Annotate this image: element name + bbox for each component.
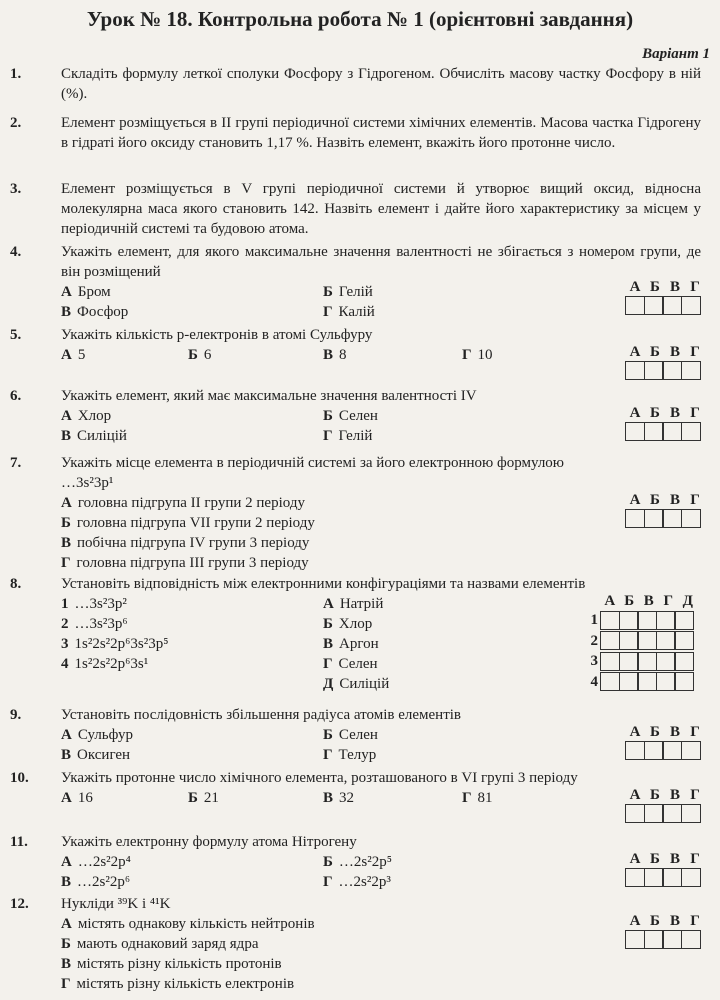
option-letter: Г [462, 790, 472, 806]
option-letter: А [323, 596, 334, 612]
grid-cell[interactable] [674, 672, 694, 691]
option-b [323, 725, 378, 745]
option-c [61, 533, 309, 553]
answer-box-d[interactable] [681, 509, 701, 528]
grid-cell[interactable] [600, 611, 620, 630]
option-letter: Г [323, 428, 333, 444]
answer-box-c[interactable] [662, 422, 682, 441]
option-c [61, 745, 130, 765]
answer-box-d[interactable] [681, 422, 701, 441]
option-letter: В [323, 636, 334, 652]
option-letter: В [323, 790, 334, 806]
question-number: 2. [10, 115, 22, 131]
option-text: …2s²2p⁴ [77, 854, 131, 870]
question-number: 1. [10, 66, 22, 82]
option-b [188, 345, 211, 365]
option-letter: А [61, 916, 72, 932]
option-text: головна підгрупа II групи 2 періоду [77, 495, 305, 511]
answer-box-b[interactable] [644, 930, 664, 949]
grid-cell[interactable] [619, 611, 639, 630]
answer-box-d[interactable] [681, 741, 701, 760]
answer-letter: В [669, 851, 680, 867]
option-a [61, 406, 111, 426]
option-letter: Г [462, 347, 472, 363]
question-number: 9. [10, 707, 22, 723]
option-text: містять різну кількість протонів [77, 956, 282, 972]
option-text: 16 [77, 790, 93, 806]
option-text: містять однакову кількість нейтронів [77, 916, 315, 932]
option-d [323, 302, 375, 322]
answer-letter: В [669, 344, 680, 360]
option-letter: В [61, 874, 72, 890]
option-text: 81 [477, 790, 493, 806]
answer-letter: В [669, 405, 680, 421]
answer-letter: Г [690, 344, 700, 360]
option-text: …2s²2p³ [338, 874, 391, 890]
grid-cell[interactable] [674, 611, 694, 630]
answer-letter: Г [690, 787, 700, 803]
option-a [61, 914, 315, 934]
option-text: Хлор [338, 616, 373, 632]
answer-letter: Б [650, 787, 660, 803]
question-number: 5. [10, 327, 22, 343]
option-text: містять різну кількість електронів [76, 976, 295, 992]
option-text: Селен [338, 408, 378, 424]
question-text: Укажіть протонне число хімічного елемента, розташованого в VI групі 3 періоду [61, 770, 578, 786]
answer-letter: А [629, 492, 641, 508]
option-letter: Б [323, 408, 333, 424]
option-letter: А [61, 408, 72, 424]
question-number: 3. [10, 181, 22, 197]
option-c [323, 345, 347, 365]
option-letter: Г [61, 976, 71, 992]
option-letter: Б [323, 727, 333, 743]
option-b [323, 406, 378, 426]
option-letter: А [61, 790, 72, 806]
option-letter: Д [323, 676, 334, 692]
question-number: 4. [10, 244, 22, 260]
option-text: Аргон [339, 636, 379, 652]
answer-letter: Б [650, 279, 660, 295]
answer-letter: Б [650, 913, 660, 929]
question-text: Установіть відповідність між електронними конфігураціями та назвами елементів [61, 576, 586, 592]
answer-box-d[interactable] [681, 296, 701, 315]
option-a [61, 282, 111, 302]
question-text: Складіть формулу леткої сполуки Фосфору з Гідрогеном. Обчисліть масову частку Фосфору в ній (%). [61, 66, 701, 102]
option-text: Бром [77, 284, 111, 300]
element-c [323, 634, 379, 654]
option-text: Сульфур [77, 727, 133, 743]
answer-grid [625, 491, 705, 528]
option-letter: В [61, 428, 72, 444]
option-text: Телур [338, 747, 377, 763]
config-text: …3s²3p² [74, 596, 127, 612]
answer-box-c[interactable] [662, 741, 682, 760]
answer-letter: А [629, 279, 641, 295]
option-letter: Б [323, 616, 333, 632]
config-1 [61, 594, 127, 614]
question-number: 11. [10, 834, 28, 850]
answer-box-b[interactable] [644, 361, 664, 380]
option-c [61, 302, 128, 322]
question-text: Установіть послідовність збільшення радіуса атомів елементів [61, 707, 462, 723]
answer-letter: А [629, 913, 641, 929]
grid-cell[interactable] [619, 631, 639, 650]
option-text: Гелій [338, 284, 373, 300]
option-letter: В [61, 956, 72, 972]
option-text: 10 [477, 347, 493, 363]
option-a [61, 493, 305, 513]
config-number: 4 [61, 656, 69, 672]
question-text: Елемент розміщується в V групі періодичної системи й утворює вищий оксид, відносна молекулярна маса якого становить 142. Назвіть елемент і дайте його характеристику за місцем у періодичній системі та будовою атома. [61, 181, 701, 237]
answer-box-c[interactable] [662, 296, 682, 315]
answer-letter: Г [690, 279, 700, 295]
option-letter: Б [323, 284, 333, 300]
answer-box-c[interactable] [662, 804, 682, 823]
option-text: Хлор [77, 408, 112, 424]
option-c [323, 788, 354, 808]
option-letter: Г [323, 304, 333, 320]
option-text: 5 [77, 347, 86, 363]
answer-letter: Г [690, 492, 700, 508]
answer-box-a[interactable] [625, 361, 645, 380]
answer-box-a[interactable] [625, 296, 645, 315]
answer-letter: Г [690, 724, 700, 740]
option-d [462, 788, 493, 808]
option-b [188, 788, 219, 808]
grid-cell[interactable] [637, 672, 657, 691]
option-letter: А [61, 284, 72, 300]
answer-box-c[interactable] [662, 868, 682, 887]
answer-box-c[interactable] [662, 361, 682, 380]
option-text: побічна підгрупа IV групи 3 періоду [77, 535, 310, 551]
option-text: мають однаковий заряд ядра [76, 936, 259, 952]
option-c [61, 426, 127, 446]
grid-cell[interactable] [619, 672, 639, 691]
question-text: Укажіть елемент, який має максимальне значення валентності IV [61, 388, 477, 404]
option-letter: Г [323, 874, 333, 890]
option-text: головна підгрупа VII групи 2 періоду [76, 515, 315, 531]
page-title: Урок № 18. Контрольна робота № 1 (орієнтовні завдання) [86, 7, 634, 31]
option-a [61, 345, 85, 365]
electron-formula: …3s²3p¹ [61, 475, 114, 491]
option-letter: Б [61, 515, 71, 531]
answer-letter: А [604, 593, 616, 609]
answer-box-b[interactable] [644, 804, 664, 823]
option-letter: А [61, 854, 72, 870]
answer-grid [625, 723, 705, 760]
answer-letter: Д [682, 593, 693, 609]
config-number: 2 [61, 616, 69, 632]
option-text: …2s²2p⁵ [338, 854, 392, 870]
answer-box-b[interactable] [644, 296, 664, 315]
grid-cell[interactable] [656, 611, 676, 630]
answer-letter: В [643, 593, 654, 609]
grid-cell[interactable] [600, 631, 620, 650]
question-number: 10. [10, 770, 29, 786]
variant-label: Варіант 1 [642, 46, 710, 62]
answer-box-d[interactable] [681, 868, 701, 887]
answer-letter: В [669, 913, 680, 929]
answer-box-d[interactable] [681, 361, 701, 380]
option-text: 32 [339, 790, 355, 806]
answer-grid [625, 912, 705, 949]
row-label: 2 [590, 632, 598, 649]
option-letter: Б [61, 936, 71, 952]
option-text: Калій [338, 304, 375, 320]
option-b [323, 282, 373, 302]
option-d [61, 974, 294, 994]
question-text: Укажіть кількість p-електронів в атомі Сульфуру [61, 327, 373, 343]
option-a [61, 852, 131, 872]
answer-box-a[interactable] [625, 930, 645, 949]
answer-letter: Г [690, 405, 700, 421]
option-text: Оксиген [77, 747, 131, 763]
option-c [61, 872, 130, 892]
option-letter: В [61, 747, 72, 763]
answer-grid [625, 343, 705, 380]
option-text: Фосфор [77, 304, 129, 320]
element-d [323, 654, 378, 674]
config-text: …3s²3p⁶ [74, 616, 128, 632]
row-label: 3 [590, 653, 598, 670]
answer-box-d[interactable] [681, 804, 701, 823]
answer-box-c[interactable] [662, 509, 682, 528]
grid-cell[interactable] [637, 611, 657, 630]
answer-box-a[interactable] [625, 804, 645, 823]
option-b [61, 934, 258, 954]
question-text: Елемент розміщується в II групі періодичної системи хімічних елементів. Масова частка Гідрогену в гідраті його оксиду становить 1,17 %. Назвіть елемент, вкажіть його протонне число. [61, 115, 701, 151]
option-letter: Г [61, 555, 71, 571]
option-text: 8 [339, 347, 347, 363]
answer-box-d[interactable] [681, 930, 701, 949]
answer-box-b[interactable] [644, 509, 664, 528]
option-d [323, 872, 391, 892]
answer-box-a[interactable] [625, 868, 645, 887]
option-d [323, 426, 372, 446]
answer-letter: В [669, 787, 680, 803]
grid-cell[interactable] [656, 672, 676, 691]
answer-letter: Б [650, 492, 660, 508]
option-text: 21 [203, 790, 219, 806]
option-text: 6 [203, 347, 212, 363]
option-letter: Г [323, 656, 333, 672]
config-3 [61, 634, 168, 654]
config-text: 1s²2s²2p⁶3s¹ [74, 656, 149, 672]
grid-cell[interactable] [637, 652, 657, 671]
config-number: 1 [61, 596, 69, 612]
config-number: 3 [61, 636, 69, 652]
grid-cell[interactable] [656, 652, 676, 671]
answer-letter: А [629, 724, 641, 740]
option-letter: Б [188, 790, 198, 806]
answer-letter: А [629, 405, 641, 421]
matching-grid [584, 592, 698, 692]
answer-grid [625, 850, 705, 887]
question-text: Укажіть елемент, для якого максимальне значення валентності не збігається з номером групи, де він розміщений [61, 244, 701, 280]
answer-letter: Г [690, 851, 700, 867]
option-text: …2s²2p⁶ [77, 874, 131, 890]
element-a [323, 594, 383, 614]
answer-letter: Г [663, 593, 674, 609]
answer-letter: Б [624, 593, 635, 609]
option-letter: А [61, 347, 72, 363]
question-number: 12. [10, 896, 29, 912]
element-e [323, 674, 389, 694]
grid-cell[interactable] [600, 672, 620, 691]
answer-box-b[interactable] [644, 741, 664, 760]
question-number: 6. [10, 388, 22, 404]
option-letter: А [61, 727, 72, 743]
option-text: Натрій [339, 596, 384, 612]
option-text: Гелій [338, 428, 373, 444]
option-c [61, 954, 282, 974]
config-text: 1s²2s²2p⁶3s²3p⁵ [74, 636, 169, 652]
answer-box-b[interactable] [644, 868, 664, 887]
option-d [323, 745, 376, 765]
option-text: Селен [338, 727, 378, 743]
option-a [61, 725, 133, 745]
question-text: Укажіть місце елемента в періодичній системі за його електронною формулою [61, 455, 565, 471]
config-2 [61, 614, 128, 634]
grid-cell[interactable] [674, 652, 694, 671]
question-text: Нукліди ³⁹K і ⁴¹K [61, 896, 171, 912]
option-letter: В [61, 535, 72, 551]
answer-letter: В [669, 724, 680, 740]
grid-cell[interactable] [619, 652, 639, 671]
answer-box-a[interactable] [625, 422, 645, 441]
answer-box-b[interactable] [644, 422, 664, 441]
answer-box-a[interactable] [625, 509, 645, 528]
option-letter: В [61, 304, 72, 320]
config-4 [61, 654, 148, 674]
option-letter: Б [323, 854, 333, 870]
option-text: Силіцій [77, 428, 127, 444]
grid-cell[interactable] [656, 631, 676, 650]
option-d [61, 553, 309, 573]
option-b [323, 852, 392, 872]
option-letter: В [323, 347, 334, 363]
answer-grid [625, 278, 705, 315]
element-b [323, 614, 372, 634]
answer-box-c[interactable] [662, 930, 682, 949]
answer-letter: Б [650, 851, 660, 867]
answer-letter: В [669, 492, 680, 508]
row-label: 1 [590, 612, 598, 629]
answer-letter: Б [650, 405, 660, 421]
answer-letter: А [629, 787, 641, 803]
answer-letter: Г [690, 913, 700, 929]
answer-letter: Б [650, 724, 660, 740]
answer-box-a[interactable] [625, 741, 645, 760]
option-letter: А [61, 495, 72, 511]
grid-cell[interactable] [600, 652, 620, 671]
option-letter: Б [188, 347, 198, 363]
answer-letter: А [629, 344, 641, 360]
question-number: 8. [10, 576, 22, 592]
option-a [61, 788, 93, 808]
answer-grid [625, 404, 705, 441]
answer-grid [625, 786, 705, 823]
question-text: Укажіть електронну формулу атома Нітрогену [61, 834, 357, 850]
option-letter: Г [323, 747, 333, 763]
option-text: головна підгрупа III групи 3 періоду [76, 555, 309, 571]
option-text: Силіцій [339, 676, 390, 692]
option-d [462, 345, 493, 365]
answer-letter: В [669, 279, 680, 295]
option-text: Селен [338, 656, 378, 672]
answer-letter: А [629, 851, 641, 867]
row-label: 4 [590, 673, 598, 690]
grid-cell[interactable] [637, 631, 657, 650]
grid-cell[interactable] [674, 631, 694, 650]
question-number: 7. [10, 455, 22, 471]
answer-letter: Б [650, 344, 660, 360]
option-b [61, 513, 315, 533]
